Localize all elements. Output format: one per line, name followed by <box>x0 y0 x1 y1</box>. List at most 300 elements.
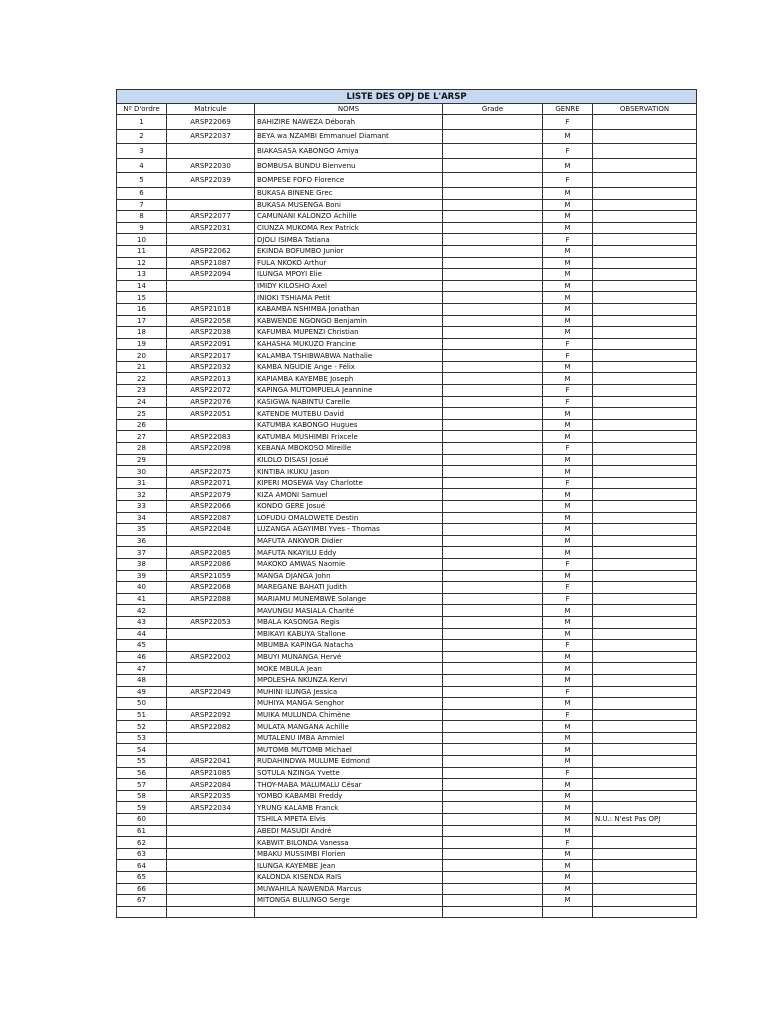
order-cell: 39 <box>117 570 167 582</box>
name-cell: KABAMBA NSHIMBA Jonathan <box>255 303 443 315</box>
genre-cell: F <box>543 144 593 159</box>
order-cell: 49 <box>117 686 167 698</box>
matricule-cell: ARSP22098 <box>167 443 255 455</box>
genre-cell: M <box>543 721 593 733</box>
genre-cell: F <box>543 443 593 455</box>
matricule-cell: ARSP22048 <box>167 524 255 536</box>
table-row <box>117 802 697 814</box>
matricule-cell: ARSP21087 <box>167 257 255 269</box>
grade-cell <box>443 257 543 269</box>
col-header-matricule: Matricule <box>167 104 255 115</box>
name-cell: KABWENDE NGONGO Benjamin <box>255 315 443 327</box>
name-cell: ABEDI MASUDI André <box>255 825 443 837</box>
matricule-cell: ARSP22068 <box>167 582 255 594</box>
name-cell: MAKOKO AMWAS Naomie <box>255 558 443 570</box>
matricule-cell: ARSP22086 <box>167 558 255 570</box>
matricule-cell <box>167 280 255 292</box>
matricule-cell: ARSP22002 <box>167 651 255 663</box>
order-cell: 2 <box>117 129 167 144</box>
grade-cell <box>443 732 543 744</box>
grade-cell <box>443 512 543 524</box>
matricule-cell: ARSP22072 <box>167 385 255 397</box>
matricule-cell <box>167 883 255 895</box>
genre-cell: M <box>543 674 593 686</box>
name-cell: KAPINGA MUTOMPUELA Jeannine <box>255 385 443 397</box>
genre-cell: M <box>543 744 593 756</box>
observation-cell <box>593 408 697 420</box>
grade-cell <box>443 292 543 304</box>
grade-cell <box>443 144 543 159</box>
observation-cell <box>593 570 697 582</box>
table-row <box>117 605 697 617</box>
observation-cell <box>593 257 697 269</box>
observation-cell <box>593 211 697 223</box>
order-cell: 48 <box>117 674 167 686</box>
genre-cell: F <box>543 767 593 779</box>
order-cell: 38 <box>117 558 167 570</box>
observation-cell <box>593 732 697 744</box>
table-row <box>117 338 697 350</box>
matricule-cell <box>167 628 255 640</box>
grade-cell <box>443 802 543 814</box>
genre-cell: F <box>543 385 593 397</box>
grade-cell <box>443 605 543 617</box>
observation-cell: N.U.: N'est Pas OPJ <box>593 814 697 826</box>
name-cell: MUHIYA MANGA Senghor <box>255 698 443 710</box>
matricule-cell <box>167 144 255 159</box>
grade-cell <box>443 558 543 570</box>
observation-cell <box>593 906 697 918</box>
grade-cell <box>443 814 543 826</box>
name-cell: BEYA wa NZAMBI Emmanuel Diamant <box>255 129 443 144</box>
name-cell: LUZANGA AGAYIMBI Yves - Thomas <box>255 524 443 536</box>
order-cell: 17 <box>117 315 167 327</box>
genre-cell: M <box>543 698 593 710</box>
name-cell: RUDAHINDWA MULUME Edmond <box>255 756 443 768</box>
name-cell: MITONGA BULUNGO Serge <box>255 895 443 907</box>
observation-cell <box>593 269 697 281</box>
table-row <box>117 616 697 628</box>
observation-cell <box>593 327 697 339</box>
observation-cell <box>593 419 697 431</box>
grade-cell <box>443 651 543 663</box>
genre-cell: F <box>543 686 593 698</box>
genre-cell: M <box>543 860 593 872</box>
grade-cell <box>443 837 543 849</box>
order-cell: 59 <box>117 802 167 814</box>
matricule-cell: ARSP21018 <box>167 303 255 315</box>
name-cell <box>255 906 443 918</box>
genre-cell: M <box>543 187 593 199</box>
genre-cell: F <box>543 396 593 408</box>
observation-cell <box>593 547 697 559</box>
table-row <box>117 115 697 130</box>
grade-cell <box>443 593 543 605</box>
genre-cell: M <box>543 454 593 466</box>
table-row <box>117 883 697 895</box>
table-row <box>117 280 697 292</box>
table-row <box>117 895 697 907</box>
matricule-cell: ARSP22084 <box>167 779 255 791</box>
order-cell: 24 <box>117 396 167 408</box>
table-row <box>117 756 697 768</box>
name-cell: KAPIAMBA KAYEMBE Joseph <box>255 373 443 385</box>
table-row <box>117 628 697 640</box>
matricule-cell: ARSP22075 <box>167 466 255 478</box>
order-cell: 55 <box>117 756 167 768</box>
genre-cell: M <box>543 327 593 339</box>
genre-cell: M <box>543 732 593 744</box>
matricule-cell <box>167 872 255 884</box>
grade-cell <box>443 350 543 362</box>
observation-cell <box>593 883 697 895</box>
col-header-genre: GENRE <box>543 104 593 115</box>
order-cell: 66 <box>117 883 167 895</box>
order-cell: 19 <box>117 338 167 350</box>
matricule-cell: ARSP22069 <box>167 115 255 130</box>
genre-cell: M <box>543 501 593 513</box>
matricule-cell <box>167 744 255 756</box>
order-cell: 35 <box>117 524 167 536</box>
genre-cell: M <box>543 280 593 292</box>
grade-cell <box>443 234 543 246</box>
name-cell: BOMPESE FOFO Florence <box>255 173 443 188</box>
matricule-cell: ARSP22053 <box>167 616 255 628</box>
table-row <box>117 814 697 826</box>
matricule-cell <box>167 187 255 199</box>
table-row <box>117 848 697 860</box>
grade-cell <box>443 419 543 431</box>
grade-cell <box>443 674 543 686</box>
name-cell: MANGA DJANGA John <box>255 570 443 582</box>
order-cell: 3 <box>117 144 167 159</box>
observation-cell <box>593 616 697 628</box>
name-cell: MAFUTA ANKWOR Didier <box>255 535 443 547</box>
matricule-cell <box>167 663 255 675</box>
grade-cell <box>443 686 543 698</box>
name-cell: MUTALENU IMBA Ammiel <box>255 732 443 744</box>
observation-cell <box>593 454 697 466</box>
grade-cell <box>443 269 543 281</box>
sheet-title: LISTE DES OPJ DE L'ARSP <box>117 90 697 104</box>
genre-cell: F <box>543 558 593 570</box>
genre-cell: M <box>543 616 593 628</box>
genre-cell: F <box>543 350 593 362</box>
genre-cell: M <box>543 431 593 443</box>
matricule-cell: ARSP22088 <box>167 593 255 605</box>
table-row <box>117 640 697 652</box>
order-cell: 11 <box>117 245 167 257</box>
table-row <box>117 303 697 315</box>
table-row <box>117 199 697 211</box>
grade-cell <box>443 158 543 173</box>
grade-cell <box>443 373 543 385</box>
name-cell: INIOKI TSHIAMA Petit <box>255 292 443 304</box>
col-header-observation: OBSERVATION <box>593 104 697 115</box>
table-row <box>117 767 697 779</box>
table-row <box>117 570 697 582</box>
genre-cell: M <box>543 211 593 223</box>
table-row <box>117 245 697 257</box>
name-cell: YRUNG KALAMB Franck <box>255 802 443 814</box>
order-cell: 54 <box>117 744 167 756</box>
name-cell: YOMBO KABAMBI Freddy <box>255 790 443 802</box>
observation-cell <box>593 721 697 733</box>
observation-cell <box>593 895 697 907</box>
grade-cell <box>443 396 543 408</box>
genre-cell: M <box>543 895 593 907</box>
observation-cell <box>593 698 697 710</box>
observation-cell <box>593 303 697 315</box>
matricule-cell: ARSP22013 <box>167 373 255 385</box>
table-row <box>117 512 697 524</box>
genre-cell <box>543 906 593 918</box>
matricule-cell: ARSP22076 <box>167 396 255 408</box>
name-cell: MBUYI MUNANGA Hervé <box>255 651 443 663</box>
observation-cell <box>593 524 697 536</box>
order-cell: 60 <box>117 814 167 826</box>
matricule-cell: ARSP21059 <box>167 570 255 582</box>
observation-cell <box>593 825 697 837</box>
genre-cell: M <box>543 373 593 385</box>
grade-cell <box>443 173 543 188</box>
order-cell: 14 <box>117 280 167 292</box>
name-cell: BOMBUSA BUNDU Bienvenu <box>255 158 443 173</box>
grade-cell <box>443 489 543 501</box>
genre-cell: M <box>543 628 593 640</box>
table-row <box>117 431 697 443</box>
genre-cell: F <box>543 593 593 605</box>
grade-cell <box>443 616 543 628</box>
observation-cell <box>593 222 697 234</box>
genre-cell: M <box>543 466 593 478</box>
observation-cell <box>593 628 697 640</box>
matricule-cell: ARSP22017 <box>167 350 255 362</box>
grade-cell <box>443 408 543 420</box>
observation-cell <box>593 245 697 257</box>
table-row <box>117 385 697 397</box>
genre-cell: M <box>543 524 593 536</box>
matricule-cell <box>167 732 255 744</box>
genre-cell: M <box>543 814 593 826</box>
observation-cell <box>593 292 697 304</box>
genre-cell: M <box>543 419 593 431</box>
order-cell: 43 <box>117 616 167 628</box>
genre-cell: M <box>543 802 593 814</box>
name-cell: BAHIZIRE NAWEZA Déborah <box>255 115 443 130</box>
order-cell: 45 <box>117 640 167 652</box>
matricule-cell <box>167 605 255 617</box>
table-row <box>117 744 697 756</box>
table-row <box>117 408 697 420</box>
genre-cell: M <box>543 872 593 884</box>
genre-cell: M <box>543 315 593 327</box>
grade-cell <box>443 327 543 339</box>
name-cell: MULATA MANGANA Achille <box>255 721 443 733</box>
observation-cell <box>593 605 697 617</box>
grade-cell <box>443 501 543 513</box>
order-cell: 21 <box>117 361 167 373</box>
grade-cell <box>443 115 543 130</box>
order-cell: 15 <box>117 292 167 304</box>
genre-cell: M <box>543 651 593 663</box>
matricule-cell: ARSP22066 <box>167 501 255 513</box>
table-row <box>117 234 697 246</box>
matricule-cell: ARSP22062 <box>167 245 255 257</box>
grade-cell <box>443 883 543 895</box>
grade-cell <box>443 698 543 710</box>
grade-cell <box>443 199 543 211</box>
table-row <box>117 373 697 385</box>
name-cell: MOKE MBULA Jean <box>255 663 443 675</box>
order-cell: 32 <box>117 489 167 501</box>
table-row <box>117 698 697 710</box>
table-row <box>117 593 697 605</box>
matricule-cell: ARSP22071 <box>167 477 255 489</box>
genre-cell: M <box>543 257 593 269</box>
table-row <box>117 292 697 304</box>
matricule-cell: ARSP22039 <box>167 173 255 188</box>
observation-cell <box>593 640 697 652</box>
observation-cell <box>593 443 697 455</box>
table-row <box>117 361 697 373</box>
name-cell: KALAMBA TSHIBWABWA Nathalie <box>255 350 443 362</box>
order-cell: 8 <box>117 211 167 223</box>
genre-cell: M <box>543 848 593 860</box>
order-cell: 13 <box>117 269 167 281</box>
name-cell: ILUNGA MPOYI Elie <box>255 269 443 281</box>
observation-cell <box>593 848 697 860</box>
genre-cell: F <box>543 640 593 652</box>
order-cell: 58 <box>117 790 167 802</box>
genre-cell: F <box>543 234 593 246</box>
table-row <box>117 582 697 594</box>
genre-cell: M <box>543 158 593 173</box>
matricule-cell <box>167 292 255 304</box>
name-cell: KABWIT BILONDA Vanessa <box>255 837 443 849</box>
order-cell: 29 <box>117 454 167 466</box>
name-cell: KINTIBA IKUKU Jason <box>255 466 443 478</box>
matricule-cell <box>167 825 255 837</box>
matricule-cell <box>167 837 255 849</box>
matricule-cell: ARSP22083 <box>167 431 255 443</box>
order-cell <box>117 906 167 918</box>
order-cell: 65 <box>117 872 167 884</box>
genre-cell: M <box>543 512 593 524</box>
name-cell: MUHINI ILUNGA Jessica <box>255 686 443 698</box>
matricule-cell: ARSP22031 <box>167 222 255 234</box>
observation-cell <box>593 173 697 188</box>
genre-cell: F <box>543 709 593 721</box>
matricule-cell <box>167 895 255 907</box>
table-row <box>117 790 697 802</box>
order-cell: 22 <box>117 373 167 385</box>
observation-cell <box>593 651 697 663</box>
name-cell: TSHILA MPETA Elvis <box>255 814 443 826</box>
grade-cell <box>443 628 543 640</box>
matricule-cell: ARSP22058 <box>167 315 255 327</box>
matricule-cell: ARSP22049 <box>167 686 255 698</box>
observation-cell <box>593 431 697 443</box>
matricule-cell <box>167 535 255 547</box>
observation-cell <box>593 338 697 350</box>
observation-cell <box>593 280 697 292</box>
observation-cell <box>593 115 697 130</box>
genre-cell: M <box>543 199 593 211</box>
table-row <box>117 158 697 173</box>
genre-cell: M <box>543 570 593 582</box>
table-row <box>117 454 697 466</box>
grade-cell <box>443 547 543 559</box>
matricule-cell <box>167 814 255 826</box>
matricule-cell <box>167 674 255 686</box>
order-cell: 34 <box>117 512 167 524</box>
order-cell: 18 <box>117 327 167 339</box>
table-row <box>117 906 697 918</box>
genre-cell: M <box>543 129 593 144</box>
observation-cell <box>593 663 697 675</box>
matricule-cell: ARSP22082 <box>167 721 255 733</box>
grade-cell <box>443 721 543 733</box>
observation-cell <box>593 802 697 814</box>
observation-cell <box>593 361 697 373</box>
table-row <box>117 558 697 570</box>
observation-cell <box>593 767 697 779</box>
name-cell: THOY-MABA MALUMALU César <box>255 779 443 791</box>
grade-cell <box>443 385 543 397</box>
grade-cell <box>443 431 543 443</box>
name-cell: SOTULA NZINGA Yvette <box>255 767 443 779</box>
matricule-cell <box>167 640 255 652</box>
table-row <box>117 222 697 234</box>
table-row <box>117 327 697 339</box>
observation-cell <box>593 558 697 570</box>
grade-cell <box>443 361 543 373</box>
table-row <box>117 709 697 721</box>
genre-cell: M <box>543 222 593 234</box>
genre-cell: M <box>543 292 593 304</box>
order-cell: 62 <box>117 837 167 849</box>
grade-cell <box>443 454 543 466</box>
col-header-grade: Grade <box>443 104 543 115</box>
genre-cell: M <box>543 605 593 617</box>
name-cell: KAFUMBA MUPENZI Christian <box>255 327 443 339</box>
name-cell: KATENDE MUTEBU David <box>255 408 443 420</box>
matricule-cell: ARSP22094 <box>167 269 255 281</box>
opj-list-table <box>116 89 697 918</box>
observation-cell <box>593 674 697 686</box>
order-cell: 25 <box>117 408 167 420</box>
observation-cell <box>593 790 697 802</box>
grade-cell <box>443 570 543 582</box>
name-cell: BIAKASASA KABONGO Amiya <box>255 144 443 159</box>
name-cell: KIZA AMONI Samuel <box>255 489 443 501</box>
name-cell: KEBANA MBOKOSO Mireille <box>255 443 443 455</box>
order-cell: 1 <box>117 115 167 130</box>
grade-cell <box>443 860 543 872</box>
order-cell: 23 <box>117 385 167 397</box>
observation-cell <box>593 686 697 698</box>
table-row <box>117 350 697 362</box>
name-cell: MARIAMU MUNEMBWE Solange <box>255 593 443 605</box>
observation-cell <box>593 385 697 397</box>
name-cell: BUKASA BINENE Grec <box>255 187 443 199</box>
genre-cell: M <box>543 883 593 895</box>
name-cell: DJOLI ISIMBA Tatiana <box>255 234 443 246</box>
grade-cell <box>443 477 543 489</box>
grade-cell <box>443 303 543 315</box>
grade-cell <box>443 582 543 594</box>
